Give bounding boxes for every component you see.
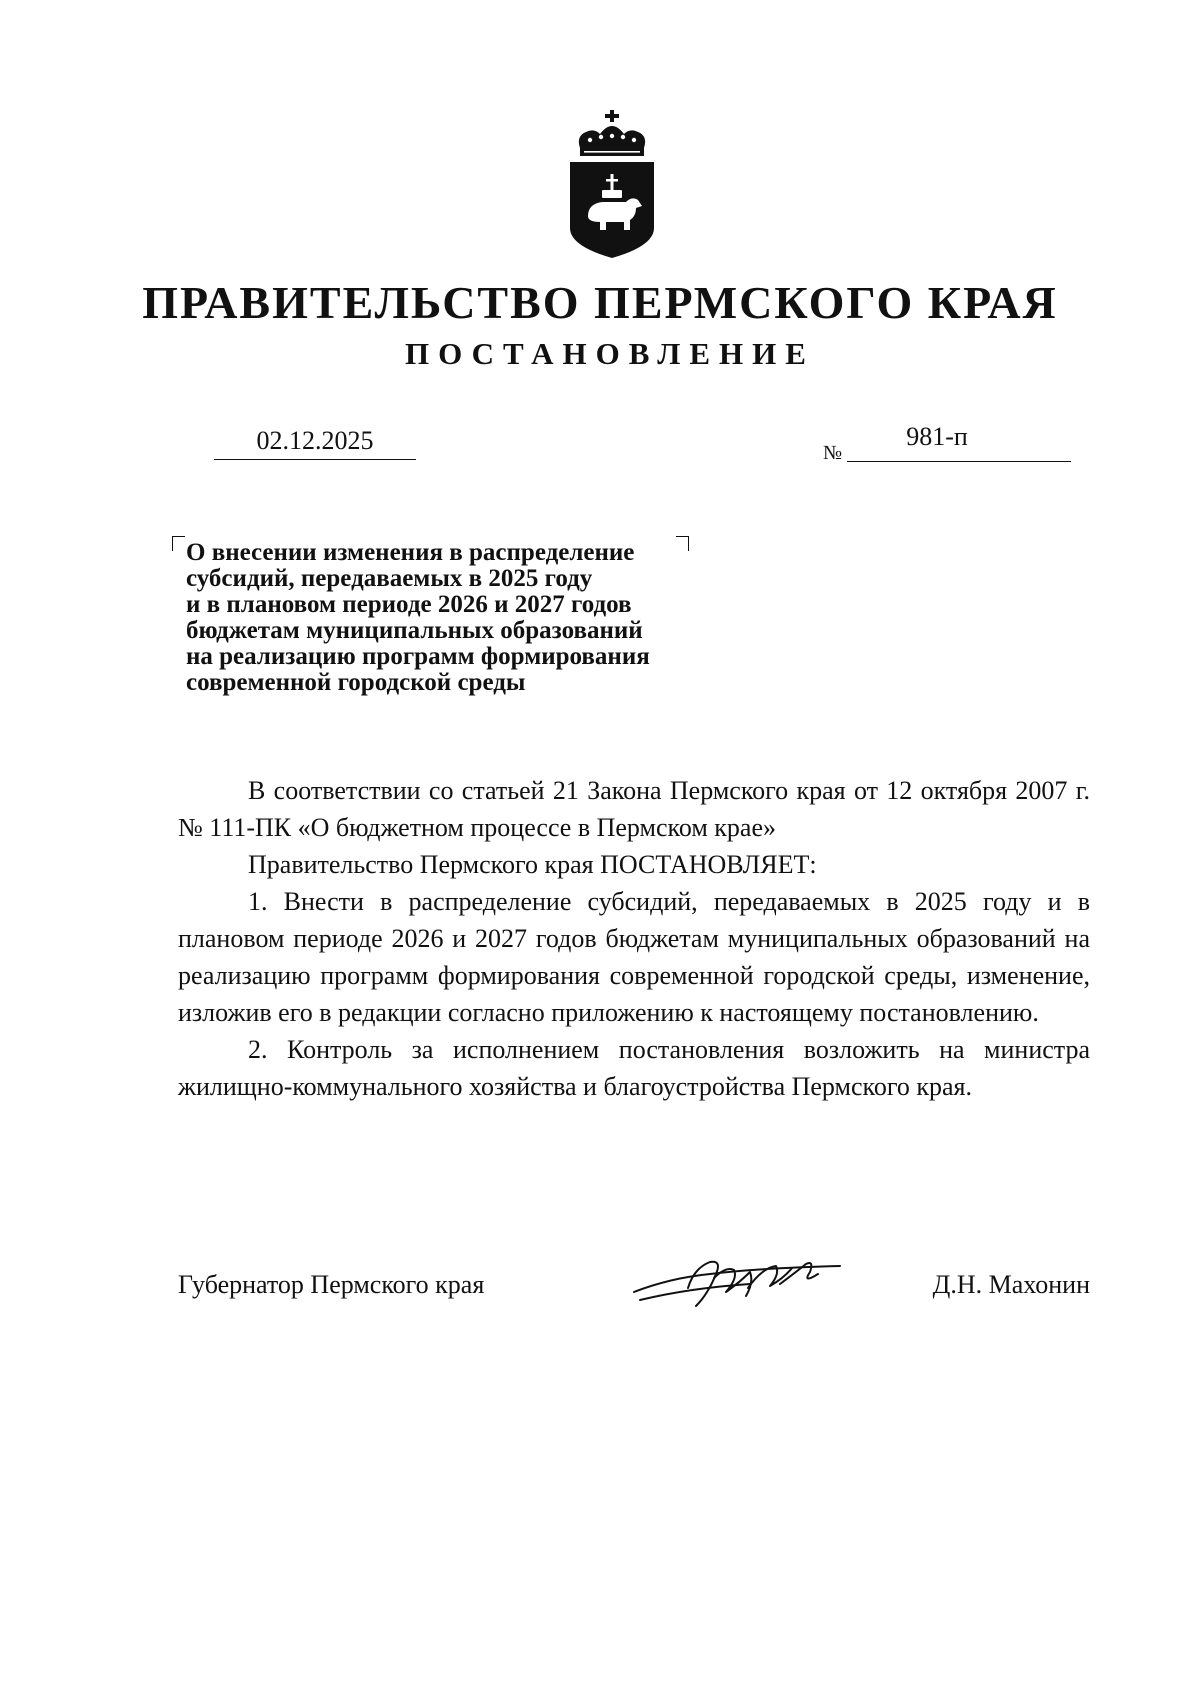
number-underline [847, 461, 1071, 462]
document-subject [186, 540, 726, 696]
body-paragraph: Правительство Пермского края ПОСТАНОВЛЯЕТ: [248, 850, 817, 879]
body-paragraph: В соответствии со статьей 21 Закона Пермского края от 12 октября 2007 г. № 111-ПК «О бюджетном процессе в Пермском крае» [178, 776, 1090, 842]
document-type: ПОСТАНОВЛЕНИЕ [405, 336, 815, 371]
body-paragraph: 1. Внести в распределение субсидий, передаваемых в 2025 году и в плановом периоде 2026 и 2027 годов бюджетам муниципальных образований на реализацию программ формирования современной городской среды, изменение, изложив его в редакции согласно приложению к настоящему постановлению. [178, 887, 1090, 1027]
subject-line: О внесении изменения в распределение [186, 539, 635, 566]
document-number-block [823, 422, 1048, 462]
subject-line: бюджетам муниципальных образований [186, 617, 643, 644]
subject-line: современной городской среды [186, 669, 526, 696]
subject-line: и в плановом периоде 2026 и 2027 годов [186, 591, 632, 618]
coat-of-arms-icon [566, 110, 658, 260]
subject-bracket-left [172, 536, 185, 551]
document-body [178, 772, 1090, 1105]
document-number: 981-п [906, 422, 968, 451]
subject-line: субсидий, передаваемых в 2025 году [186, 565, 593, 592]
signatory-name: Д.Н. Махонин [932, 1270, 1090, 1299]
number-sign: № [823, 442, 843, 464]
signatory-title: Губернатор Пермского края [178, 1270, 485, 1299]
organization-title: ПРАВИТЕЛЬСТВО ПЕРМСКОГО КРАЯ [142, 277, 1058, 328]
body-paragraph: 2. Контроль за исполнением постановления возложить на министра жилищно-коммунального хозяйства и благоустройства Пермского края. [178, 1035, 1090, 1101]
document-date: 02.12.2025 [214, 426, 416, 460]
subject-line: на реализацию программ формирования [186, 643, 650, 670]
handwritten-signature-icon [630, 1248, 850, 1320]
